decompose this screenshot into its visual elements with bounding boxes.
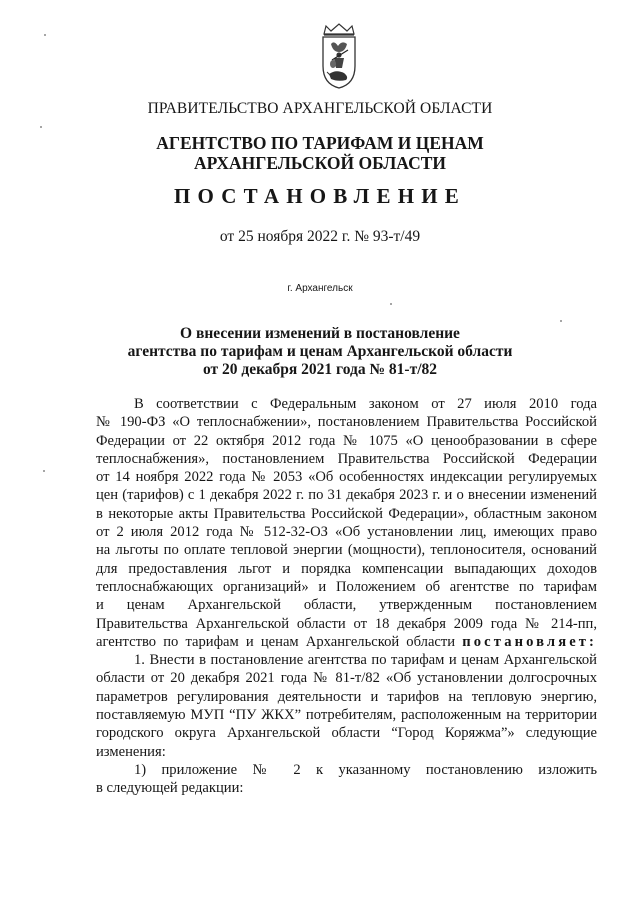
body-line: поставляемую МУП “ПУ ЖКХ” потребителям, расположенным на территории — [96, 707, 597, 724]
scan-speck — [560, 320, 562, 322]
document-body — [96, 395, 597, 798]
body-line: 1) приложение № 2 к указанному постановлению изложить — [134, 761, 597, 778]
document-date-number: от 25 ноября 2022 г. № 93-т/49 — [219, 228, 421, 245]
body-line: и ценам Архангельской области, утвержденным постановлением — [96, 597, 597, 614]
body-line: Федерации от 22 октября 2012 года № 1075 «О ценообразовании в сфере — [96, 432, 597, 449]
scan-speck — [390, 303, 392, 305]
body-line: теплоснабжения», постановлением Правительства Российской Федерации — [96, 450, 597, 467]
body-line: изменения: — [96, 743, 166, 760]
body-line: Правительства Архангельской области от 18 декабря 2009 года № 214-пп, — [96, 615, 597, 632]
scan-speck — [43, 470, 45, 472]
body-line: 1. Внести в постановление агентства по тарифам и ценам Архангельской — [134, 652, 597, 669]
body-line: от 2 июля 2012 года № 512-32-ОЗ «Об установлении лиц, имеющих право — [96, 524, 597, 541]
scan-speck — [44, 34, 46, 36]
agency-name-line-2: АРХАНГЕЛЬСКОЙ ОБЛАСТИ — [194, 153, 446, 173]
body-line: области от 20 декабря 2021 года № 81-т/82 «Об установлении долгосрочных — [96, 670, 597, 687]
body-line: в следующей редакции: — [96, 780, 244, 797]
body-line-text: агентство по тарифам и ценам Архангельской области — [96, 633, 456, 650]
subject-line-1: О внесении изменений в постановление — [180, 325, 460, 342]
subject-line-3: от 20 декабря 2021 года № 81-т/82 — [202, 361, 438, 378]
subject-line-2: агентства по тарифам и ценам Архангельской области — [127, 343, 513, 360]
document-subject — [0, 325, 640, 379]
decree-word: постановляет: — [462, 633, 598, 650]
agency-name-line-1: АГЕНТСТВО ПО ТАРИФАМ И ЦЕНАМ — [156, 133, 484, 153]
body-line: теплоснабжающих организаций» и Положением об агентстве по тарифам — [96, 578, 597, 595]
government-name: ПРАВИТЕЛЬСТВО АРХАНГЕЛЬСКОЙ ОБЛАСТИ — [147, 100, 493, 117]
body-line: на льготы по оплате тепловой энергии (мощности), теплоносителя, оснований — [96, 542, 597, 559]
body-line — [96, 633, 597, 651]
body-line: от 14 ноября 2022 года № 2053 «Об особенностях индексации регулируемых — [96, 469, 597, 486]
document-type: ПОСТАНОВЛЕНИЕ — [173, 184, 467, 208]
body-line: городского округа Архангельской области “Город Коряжма”» следующие — [96, 725, 597, 742]
body-line: цен (тарифов) с 1 декабря 2022 г. по 31 декабря 2023 г. и о внесении изменений — [96, 487, 597, 504]
body-line: для предоставления льгот и порядка компенсации выпадающих доходов — [96, 560, 597, 577]
agency-name — [0, 133, 640, 173]
arkhangelsk-coat-of-arms-icon — [296, 22, 382, 90]
scan-speck — [40, 126, 42, 128]
body-line: В соответствии с Федеральным законом от 27 июля 2010 года — [134, 396, 597, 412]
body-line: в некоторые акты Правительства Российской Федерации», областным законом — [96, 505, 597, 522]
body-line: № 190-ФЗ «О теплоснабжении», постановлением Правительства Российской — [96, 414, 597, 431]
document-city: г. Архангельск — [287, 283, 353, 294]
body-line: параметров регулирования деятельности и тарифов на тепловую энергию, — [96, 688, 597, 705]
